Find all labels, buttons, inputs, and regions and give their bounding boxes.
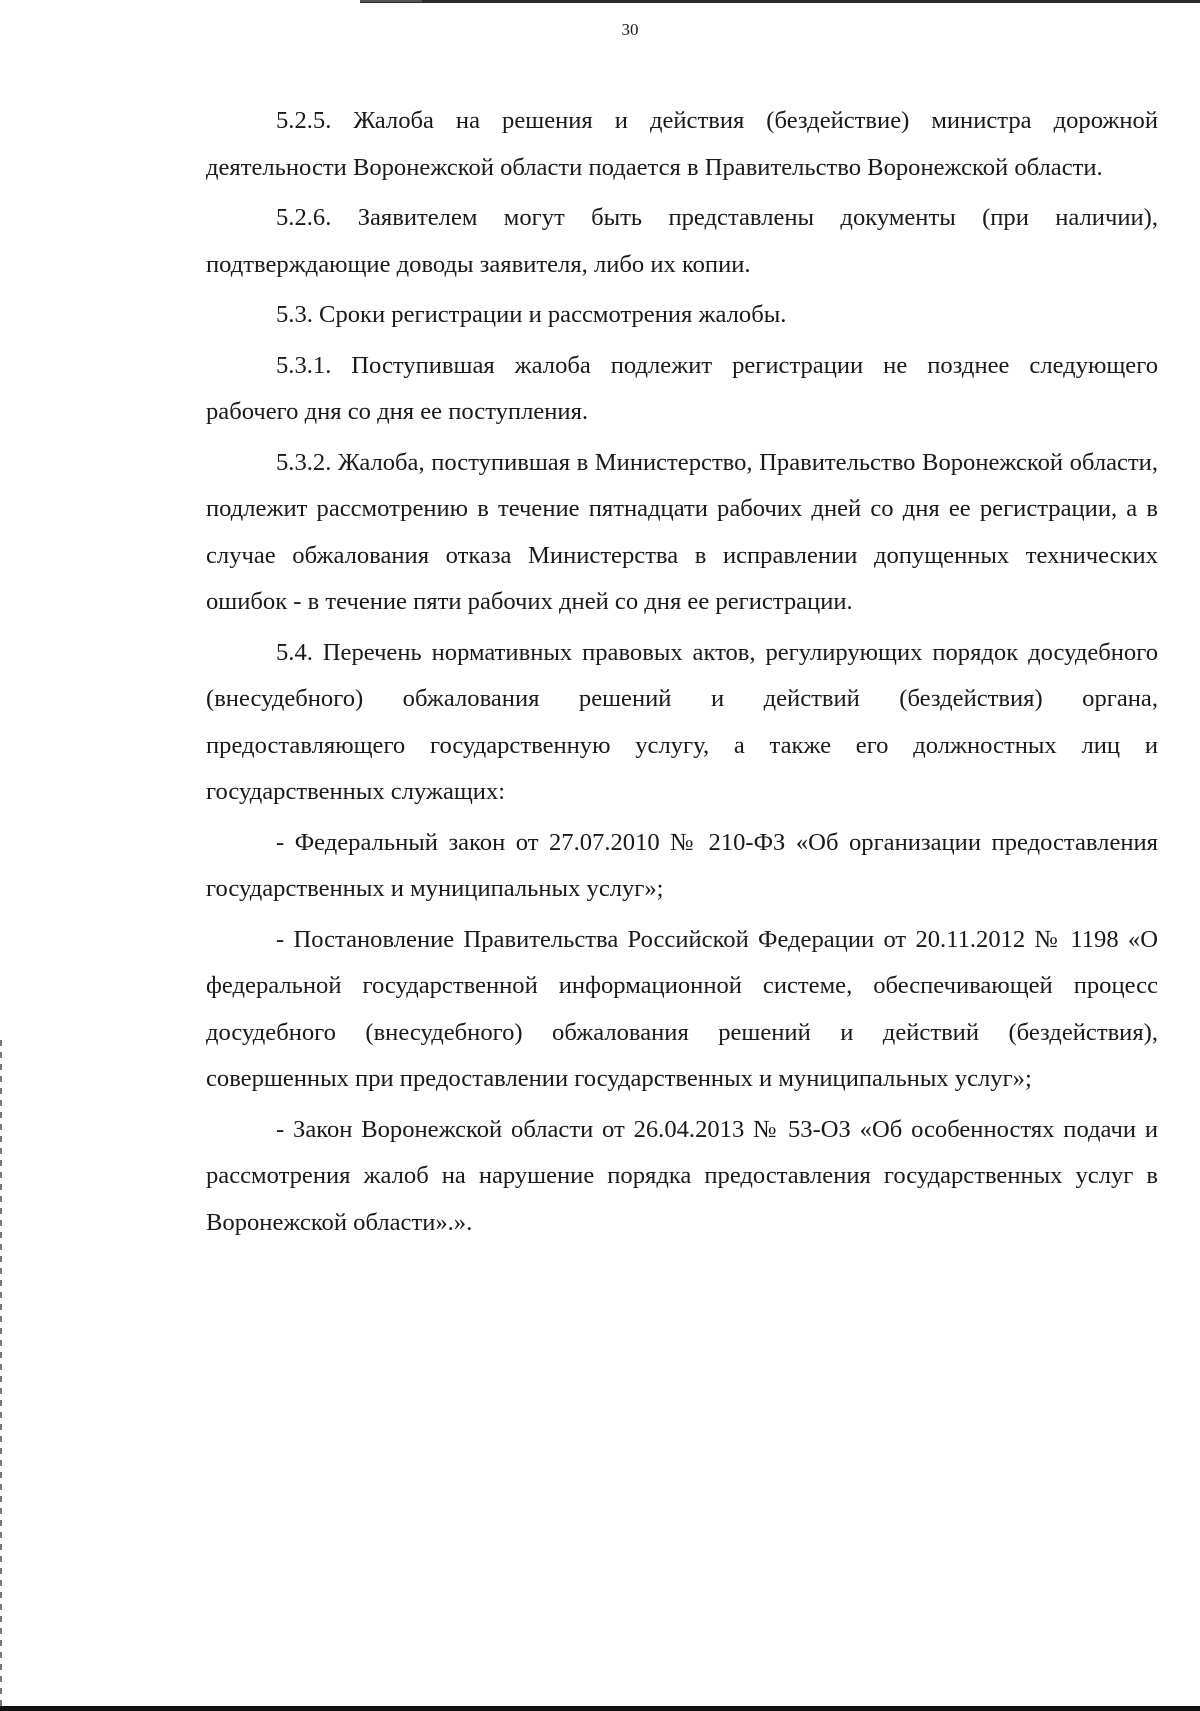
paragraph-5-3: 5.3. Сроки регистрации и рассмотрения жалобы. <box>276 301 787 328</box>
paragraph-5-2-6: 5.2.6. Заявителем могут быть представлены документы (при наличии), подтверждающие доводы заявителя, либо их копии. <box>206 204 1158 278</box>
scan-edge-top <box>360 0 1200 3</box>
paragraph-5-3-2: 5.3.2. Жалоба, поступившая в Министерство, Правительство Воронежской области, подлежит рассмотрению в течение пятнадцати рабочих дней со дня ее регистрации, а в случае обжалования отказа Министерства в исправлении допущенных технических ошибок - в течение пяти рабочих дней со дня ее регистрации. <box>206 448 1158 615</box>
scan-edge-left <box>0 1040 2 1711</box>
list-item-government-decree: - Постановление Правительства Российской Федерации от 20.11.2012 № 1198 «О федеральной государственной информационной системе, обеспечивающей процесс досудебного (внесудебного) обжалования решений и действий (бездействия), совершенных при предоставлении государственных и муниципальных услуг»; <box>206 925 1158 1092</box>
paragraph-5-3-1: 5.3.1. Поступившая жалоба подлежит регистрации не позднее следующего рабочего дня со дня ее поступления. <box>206 351 1158 425</box>
scan-edge-bottom <box>0 1706 1200 1711</box>
paragraph-5-4: 5.4. Перечень нормативных правовых актов, регулирующих порядок досудебного (внесудебного) обжалования решений и действий (бездействия) органа, предоставляющего государственную услугу, а также его должностных лиц и государственных служащих: <box>206 638 1158 805</box>
scan-edge-top-mark <box>360 0 422 2</box>
document-body <box>206 98 1158 1246</box>
list-item-regional-law: - Закон Воронежской области от 26.04.2013 № 53-ОЗ «Об особенностях подачи и рассмотрения жалоб на нарушение порядка предоставления государственных услуг в Воронежской области».». <box>206 1115 1158 1236</box>
paragraph-5-2-5: 5.2.5. Жалоба на решения и действия (бездействие) министра дорожной деятельности Воронежской области подается в Правительство Воронежской области. <box>206 107 1158 181</box>
list-item-federal-law: - Федеральный закон от 27.07.2010 № 210-ФЗ «Об организации предоставления государственных и муниципальных услуг»; <box>206 828 1158 902</box>
page-number: 30 <box>621 20 639 39</box>
